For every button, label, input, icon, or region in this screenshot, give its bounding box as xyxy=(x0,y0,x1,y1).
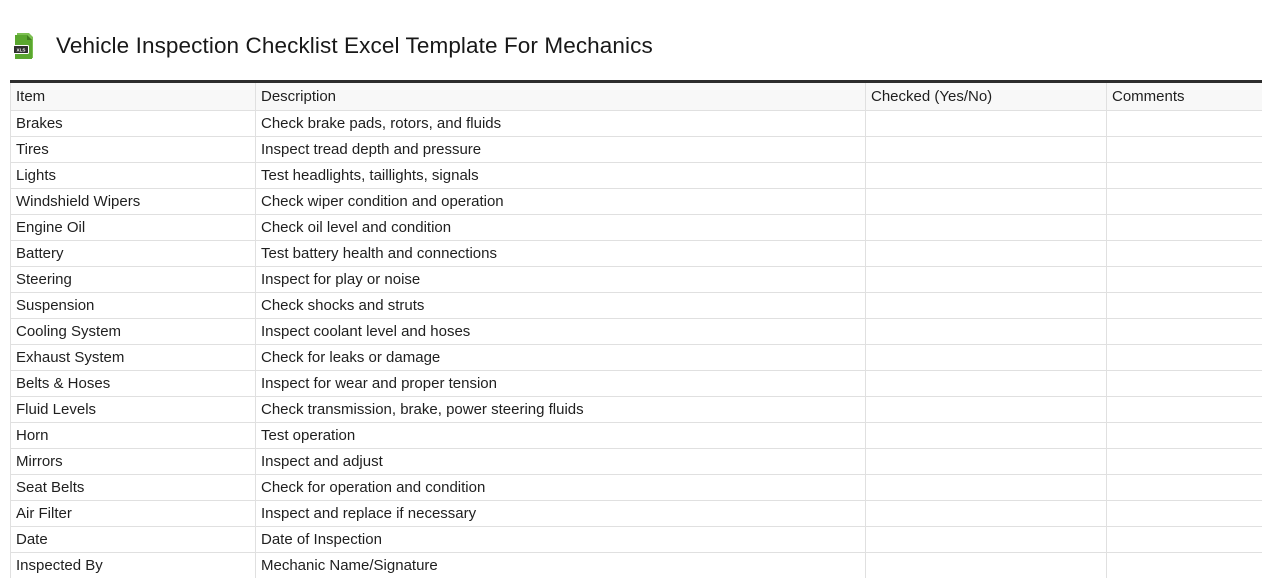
cell-description: Test battery health and connections xyxy=(256,241,866,267)
cell-description: Inspect for wear and proper tension xyxy=(256,371,866,397)
cell-comments xyxy=(1107,163,1262,189)
cell-checked xyxy=(866,319,1107,345)
cell-checked xyxy=(866,293,1107,319)
table-row xyxy=(11,163,1262,189)
cell-item: Steering xyxy=(11,267,256,293)
page-title: Vehicle Inspection Checklist Excel Template For Mechanics xyxy=(56,33,653,58)
cell-comments xyxy=(1107,527,1262,553)
cell-description: Mechanic Name/Signature xyxy=(256,553,866,578)
cell-comments xyxy=(1107,449,1262,475)
cell-description: Check wiper condition and operation xyxy=(256,189,866,215)
cell-item: Tires xyxy=(11,137,256,163)
inspection-checklist-table xyxy=(10,80,1262,578)
cell-item: Battery xyxy=(11,241,256,267)
column-header-description: Description xyxy=(256,82,866,111)
column-header-item: Item xyxy=(11,82,256,111)
cell-item: Windshield Wipers xyxy=(11,189,256,215)
cell-item: Fluid Levels xyxy=(11,397,256,423)
cell-checked xyxy=(866,553,1107,578)
cell-comments xyxy=(1107,319,1262,345)
cell-checked xyxy=(866,163,1107,189)
table-body xyxy=(11,111,1262,578)
cell-checked xyxy=(866,241,1107,267)
cell-checked xyxy=(866,449,1107,475)
cell-comments xyxy=(1107,345,1262,371)
cell-comments xyxy=(1107,267,1262,293)
table-row xyxy=(11,449,1262,475)
cell-comments xyxy=(1107,475,1262,501)
table-row xyxy=(11,111,1262,137)
cell-item: Brakes xyxy=(11,111,256,137)
table-row xyxy=(11,293,1262,319)
table-row xyxy=(11,189,1262,215)
cell-checked xyxy=(866,423,1107,449)
xls-file-icon xyxy=(13,32,35,60)
cell-item: Belts & Hoses xyxy=(11,371,256,397)
cell-checked xyxy=(866,189,1107,215)
cell-description: Check oil level and condition xyxy=(256,215,866,241)
table-row xyxy=(11,215,1262,241)
cell-item: Air Filter xyxy=(11,501,256,527)
cell-description: Check for leaks or damage xyxy=(256,345,866,371)
cell-checked xyxy=(866,501,1107,527)
cell-description: Inspect for play or noise xyxy=(256,267,866,293)
cell-description: Check brake pads, rotors, and fluids xyxy=(256,111,866,137)
cell-description: Inspect tread depth and pressure xyxy=(256,137,866,163)
column-header-comments: Comments xyxy=(1107,82,1262,111)
cell-item: Lights xyxy=(11,163,256,189)
cell-description: Inspect coolant level and hoses xyxy=(256,319,866,345)
cell-comments xyxy=(1107,189,1262,215)
column-header-checked: Checked (Yes/No) xyxy=(866,82,1107,111)
cell-item: Cooling System xyxy=(11,319,256,345)
cell-comments xyxy=(1107,241,1262,267)
cell-checked xyxy=(866,215,1107,241)
cell-checked xyxy=(866,475,1107,501)
cell-checked xyxy=(866,527,1107,553)
cell-item: Inspected By xyxy=(11,553,256,578)
cell-item: Horn xyxy=(11,423,256,449)
cell-description: Test headlights, taillights, signals xyxy=(256,163,866,189)
table-row xyxy=(11,319,1262,345)
cell-checked xyxy=(866,345,1107,371)
table-row xyxy=(11,241,1262,267)
cell-comments xyxy=(1107,423,1262,449)
cell-comments xyxy=(1107,553,1262,578)
cell-checked xyxy=(866,397,1107,423)
cell-checked xyxy=(866,137,1107,163)
cell-description: Test operation xyxy=(256,423,866,449)
cell-item: Mirrors xyxy=(11,449,256,475)
cell-comments xyxy=(1107,293,1262,319)
cell-comments xyxy=(1107,215,1262,241)
table-row xyxy=(11,267,1262,293)
cell-item: Date xyxy=(11,527,256,553)
table-row xyxy=(11,423,1262,449)
title-bar xyxy=(13,29,653,63)
cell-item: Engine Oil xyxy=(11,215,256,241)
cell-description: Inspect and adjust xyxy=(256,449,866,475)
table-row xyxy=(11,501,1262,527)
table-row xyxy=(11,527,1262,553)
xls-icon-label: XLS xyxy=(16,47,26,53)
cell-comments xyxy=(1107,137,1262,163)
cell-item: Exhaust System xyxy=(11,345,256,371)
table-row xyxy=(11,553,1262,578)
cell-checked xyxy=(866,267,1107,293)
cell-description: Check transmission, brake, power steering fluids xyxy=(256,397,866,423)
table-header-row xyxy=(11,82,1262,111)
cell-description: Check shocks and struts xyxy=(256,293,866,319)
cell-comments xyxy=(1107,501,1262,527)
table-row xyxy=(11,345,1262,371)
cell-description: Check for operation and condition xyxy=(256,475,866,501)
table-row xyxy=(11,475,1262,501)
table-row xyxy=(11,137,1262,163)
cell-comments xyxy=(1107,371,1262,397)
cell-checked xyxy=(866,111,1107,137)
cell-description: Date of Inspection xyxy=(256,527,866,553)
cell-item: Seat Belts xyxy=(11,475,256,501)
cell-comments xyxy=(1107,397,1262,423)
cell-item: Suspension xyxy=(11,293,256,319)
cell-description: Inspect and replace if necessary xyxy=(256,501,866,527)
cell-checked xyxy=(866,371,1107,397)
cell-comments xyxy=(1107,111,1262,137)
table-row xyxy=(11,397,1262,423)
table-row xyxy=(11,371,1262,397)
